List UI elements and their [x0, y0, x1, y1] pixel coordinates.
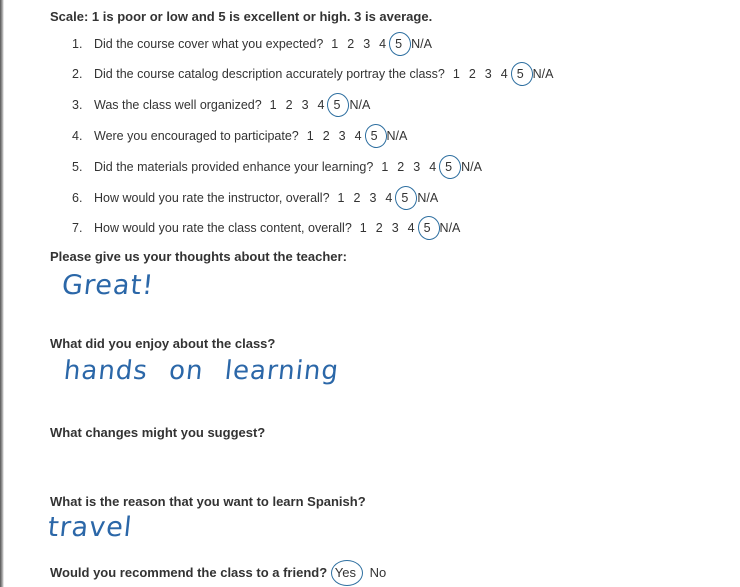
rating-5-circled[interactable]: 5	[395, 37, 403, 51]
rating-5-circled[interactable]: 5	[333, 98, 341, 112]
rating-2[interactable]: 2	[397, 160, 405, 174]
enjoy-answer[interactable]: hands on learning	[62, 356, 341, 386]
question-text: Did the materials provided enhance your learning?	[94, 160, 374, 174]
enjoy-prompt: What did you enjoy about the class?	[50, 336, 276, 351]
rating-5-circled[interactable]: 5	[401, 191, 409, 205]
rating-5-circled[interactable]: 5	[423, 221, 431, 235]
rating-na[interactable]: N/A	[417, 191, 439, 205]
reason-prompt: What is the reason that you want to learn Spanish?	[50, 494, 366, 509]
rating-1[interactable]: 1	[452, 67, 460, 81]
question-text: Were you encouraged to participate?	[94, 129, 299, 143]
question-2	[72, 67, 553, 81]
rating-1[interactable]: 1	[306, 129, 314, 143]
rating-4[interactable]: 4	[407, 221, 415, 235]
rating-3[interactable]: 3	[413, 160, 421, 174]
question-6	[72, 191, 438, 205]
rating-3[interactable]: 3	[369, 191, 377, 205]
rating-5-circled[interactable]: 5	[370, 129, 378, 143]
rating-1[interactable]: 1	[331, 37, 339, 51]
page-edge-shadow	[0, 0, 4, 587]
rating-5-circled[interactable]: 5	[445, 160, 453, 174]
rating-na[interactable]: N/A	[461, 160, 482, 174]
rating-1[interactable]: 1	[269, 98, 277, 112]
rating-1[interactable]: 1	[381, 160, 389, 174]
rating-3[interactable]: 3	[391, 221, 399, 235]
rating-2[interactable]: 2	[353, 191, 361, 205]
question-5	[72, 160, 482, 174]
rating-4[interactable]: 4	[429, 160, 437, 174]
scale-instructions: Scale: 1 is poor or low and 5 is excellent or high. 3 is average.	[50, 9, 433, 24]
question-text: Did the course catalog description accurately portray the class?	[94, 67, 445, 81]
question-text: Did the course cover what you expected?	[94, 37, 324, 51]
rating-na[interactable]: N/A	[349, 98, 371, 112]
rating-1[interactable]: 1	[337, 191, 345, 205]
recommend-prompt: Would you recommend the class to a friend?	[50, 565, 328, 580]
rating-2[interactable]: 2	[468, 67, 476, 81]
rating-4[interactable]: 4	[354, 129, 362, 143]
rating-na[interactable]: N/A	[411, 37, 432, 51]
rating-2[interactable]: 2	[322, 129, 330, 143]
question-text: How would you rate the class content, overall?	[94, 221, 352, 235]
recommend-no[interactable]: No	[369, 565, 387, 580]
question-4	[72, 129, 407, 143]
changes-prompt: What changes might you suggest?	[50, 425, 266, 440]
rating-4[interactable]: 4	[379, 37, 387, 51]
question-number: 2.	[72, 67, 83, 81]
rating-3[interactable]: 3	[484, 67, 492, 81]
question-text: How would you rate the instructor, overall?	[94, 191, 330, 205]
question-number: 7.	[72, 221, 83, 235]
rating-3[interactable]: 3	[301, 98, 309, 112]
rating-na[interactable]: N/A	[439, 221, 461, 235]
rating-4[interactable]: 4	[317, 98, 325, 112]
rating-3[interactable]: 3	[338, 129, 346, 143]
rating-4[interactable]: 4	[500, 67, 508, 81]
rating-3[interactable]: 3	[363, 37, 371, 51]
recommend-question	[50, 565, 386, 580]
rating-5-circled[interactable]: 5	[516, 67, 524, 81]
reason-answer[interactable]: travel	[46, 512, 134, 543]
question-7	[72, 221, 460, 235]
question-text: Was the class well organized?	[94, 98, 262, 112]
teacher-thoughts-answer[interactable]: Great!	[60, 270, 156, 301]
rating-4[interactable]: 4	[385, 191, 393, 205]
rating-na[interactable]: N/A	[386, 129, 408, 143]
rating-2[interactable]: 2	[375, 221, 383, 235]
rating-1[interactable]: 1	[359, 221, 367, 235]
question-number: 1.	[72, 37, 83, 51]
teacher-thoughts-prompt: Please give us your thoughts about the teacher:	[50, 249, 347, 264]
rating-2[interactable]: 2	[285, 98, 293, 112]
question-3	[72, 98, 370, 112]
question-1	[72, 37, 432, 51]
question-number: 3.	[72, 98, 83, 112]
rating-2[interactable]: 2	[347, 37, 355, 51]
question-number: 6.	[72, 191, 83, 205]
recommend-yes-circled[interactable]: Yes	[334, 565, 356, 580]
question-number: 4.	[72, 129, 83, 143]
rating-na[interactable]: N/A	[532, 67, 554, 81]
question-number: 5.	[72, 160, 83, 174]
